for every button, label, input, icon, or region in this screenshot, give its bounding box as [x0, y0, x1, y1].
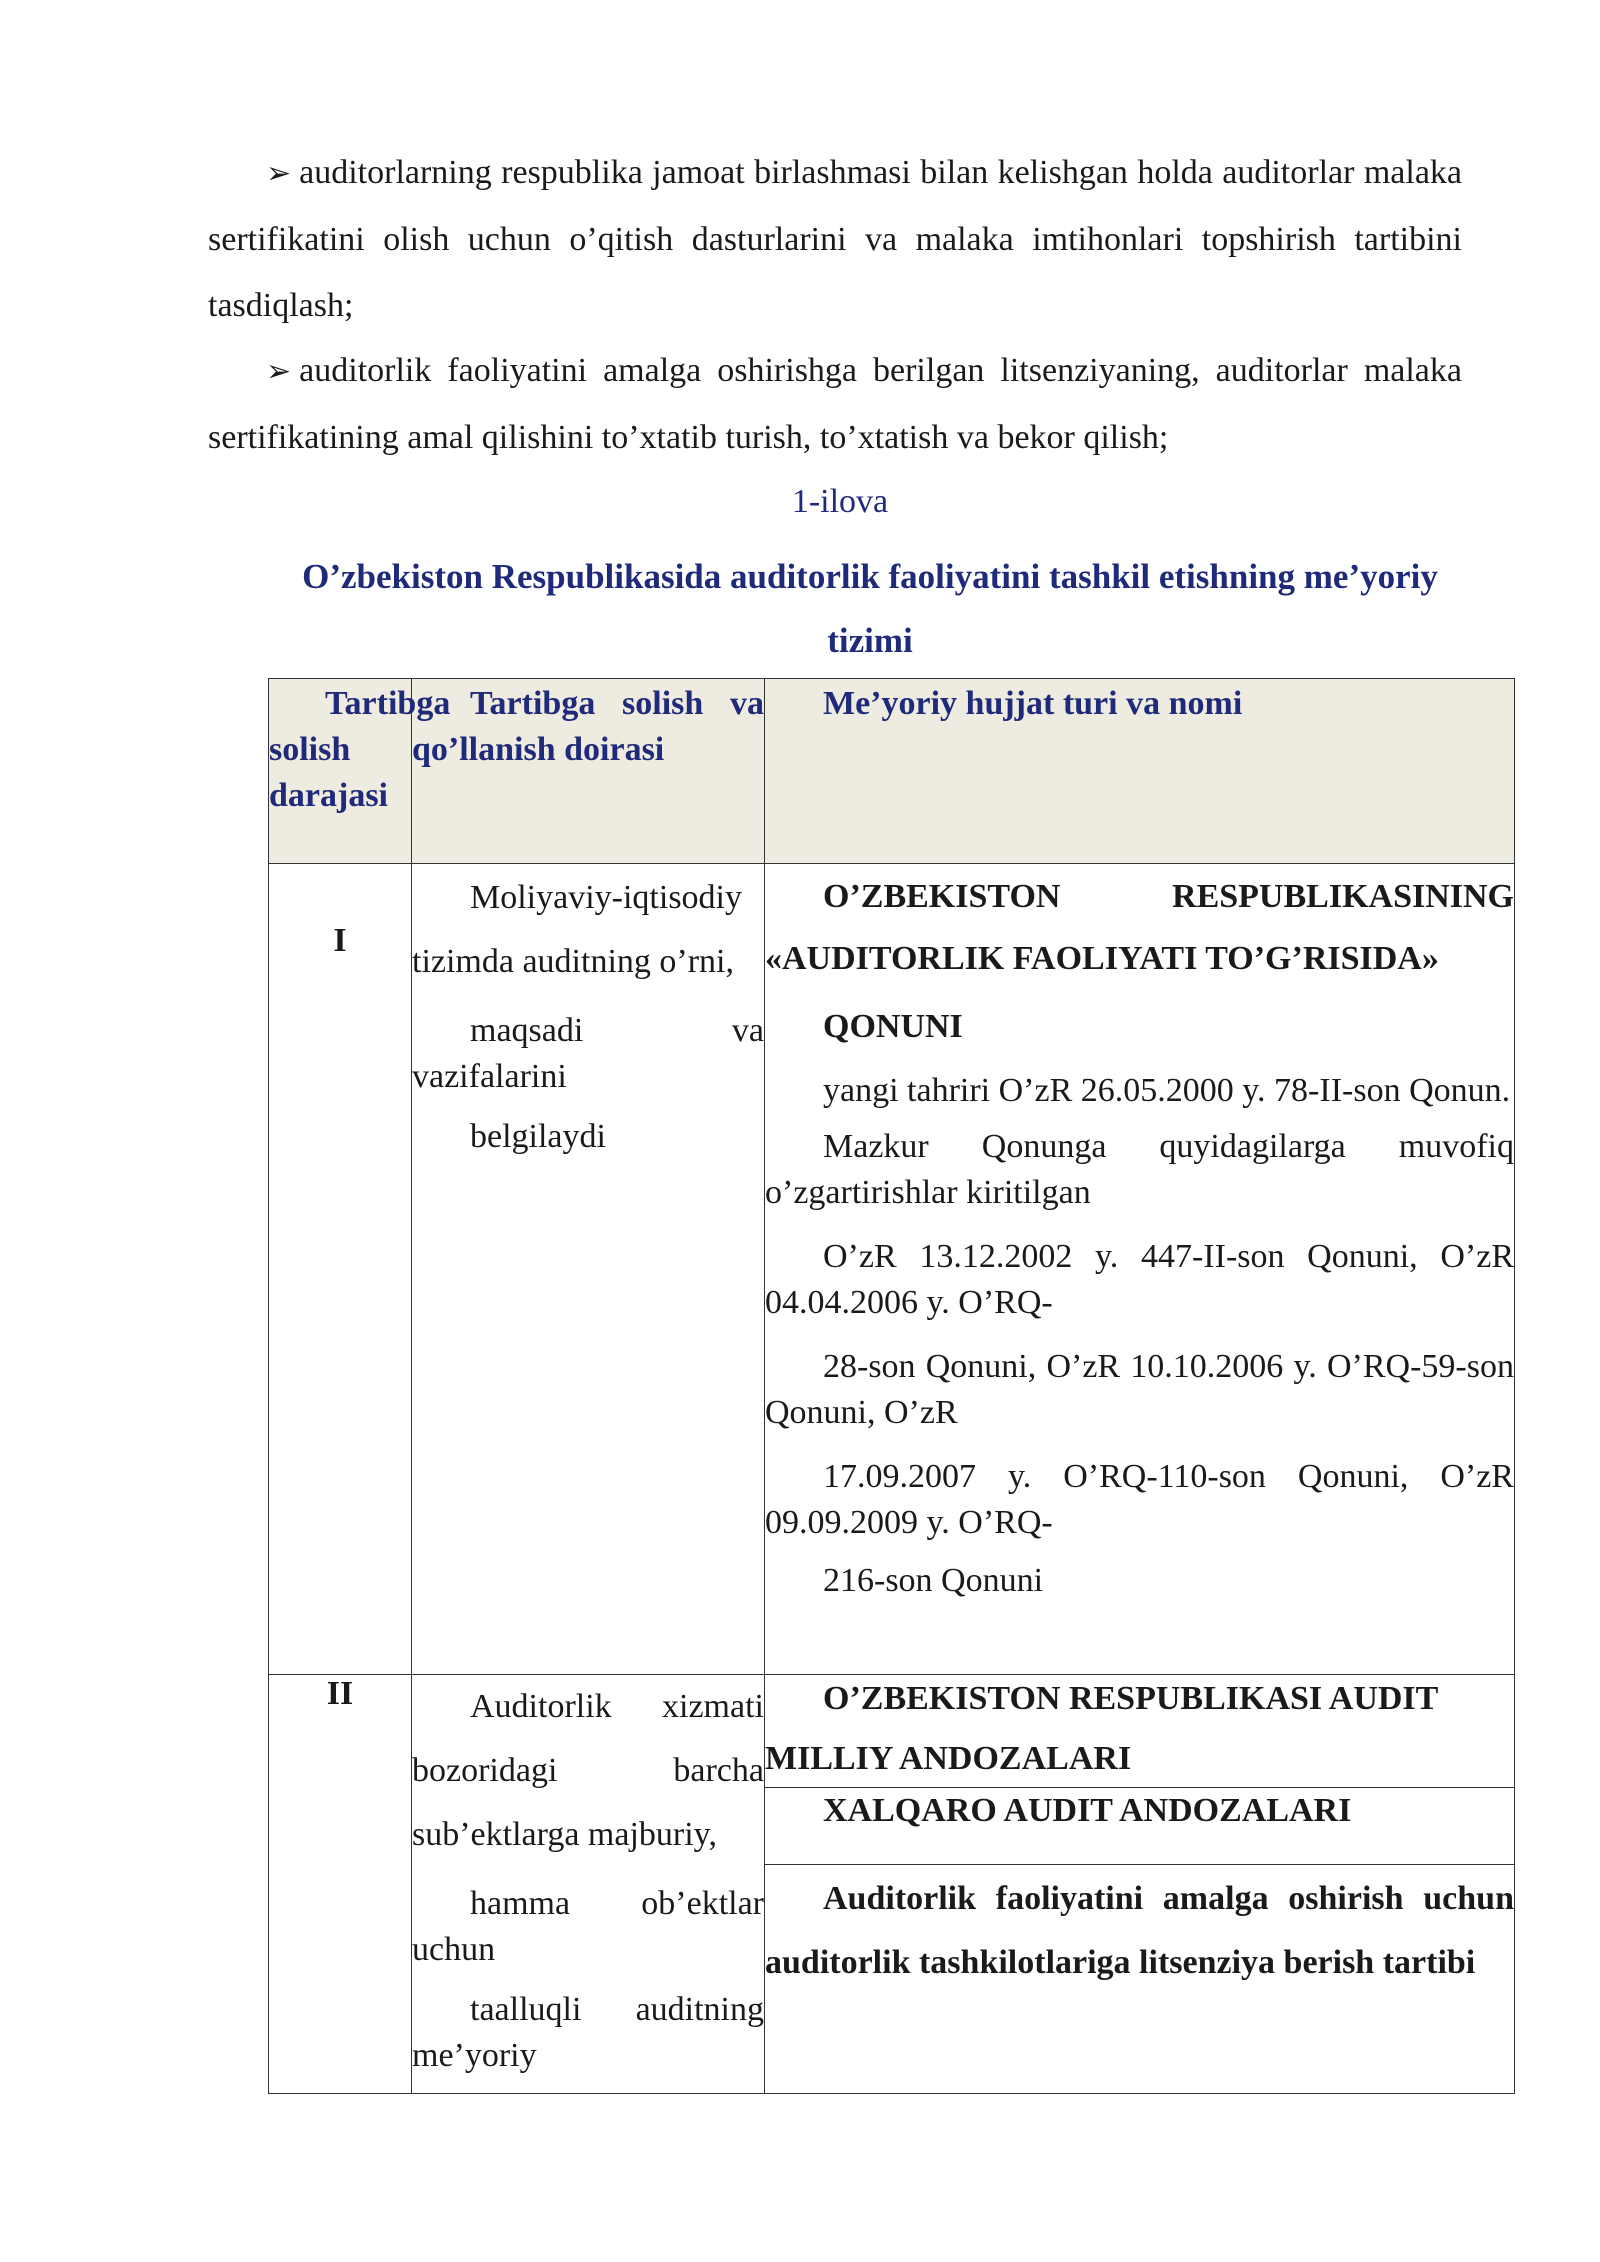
arrowhead-bullet-icon: ➢ [266, 355, 292, 388]
row2-scope-2: hamma ob’ektlar uchun [412, 1885, 764, 1968]
row1-scope-2: maqsadi va vazifalarini [412, 1012, 764, 1095]
row1-doc-line: Mazkur Qonunga quyidagilarga muvofiq o’zgartirishlar kiritilgan [765, 1128, 1514, 1211]
row2-doc-a: O’ZBEKISTON RESPUBLIKASI AUDIT MILLIY ANDOZALARI [765, 1680, 1438, 1777]
bullet-paragraph-1: ➢ auditorlarning respublika jamoat birlashmasi bilan kelishgan holda auditorlar malaka sertifikatini olish uchun o’qitish dasturlarini va malaka imtihonlari topshirish tartibini tasdiqlash; [208, 154, 1462, 324]
header-level: Tartibga solish darajasi [269, 685, 451, 814]
annex-label: 1-ilova [791, 483, 889, 520]
row2-doc-c: Auditorlik faoliyatini amalga oshirish uchun auditorlik tashkilotlariga litsenziya berish tartibi [765, 1880, 1514, 1981]
row-level-1: I [333, 922, 347, 959]
row1-scope-1: Moliyaviy-iqtisodiy tizimda auditning o’rni, [412, 879, 742, 980]
row1-doc-line: O’zR 13.12.2002 y. 447-II-son Qonuni, O’zR 04.04.2006 y. O’RQ- [765, 1238, 1514, 1321]
table-row [269, 864, 1515, 1675]
row1-doc-line: 17.09.2007 y. O’RQ-110-son Qonuni, O’zR 09.09.2009 y. O’RQ- [765, 1458, 1514, 1541]
row1-doc-line: 216-son Qonuni [823, 1562, 1044, 1599]
table-row [269, 1675, 1515, 2094]
header-document: Me’yoriy hujjat turi va nomi [823, 685, 1243, 722]
row2-doc-a-box [765, 1669, 1514, 1788]
regulatory-system-table [268, 678, 1515, 2094]
arrowhead-bullet-icon: ➢ [266, 157, 292, 190]
row1-doc-title: O’ZBEKISTON RESPUBLIKASINING «AUDITORLIK FAOLIYATI TO’G’RISIDA» [765, 878, 1514, 977]
row1-scope-3: belgilaydi [470, 1118, 606, 1155]
row2-doc-b: XALQARO AUDIT ANDOZALARI [823, 1792, 1352, 1829]
row-level-2: II [326, 1675, 354, 1712]
bullet-paragraph-2: ➢ auditorlik faoliyatini amalga oshirishga berilgan litsenziyaning, auditorlar malaka sertifikatining amal qilishini to’xtatib turish, to’xtatish va bekor qilish; [208, 352, 1462, 456]
header-scope: Tartibga solish va qo’llanish doirasi [412, 685, 764, 768]
row2-scope-3: taalluqli auditning me’yoriy [412, 1991, 764, 2074]
table-header-row [269, 679, 1515, 864]
row1-doc-line: 28-son Qonuni, O’zR 10.10.2006 y. O’RQ-59-son Qonuni, O’zR [765, 1348, 1514, 1431]
row1-doc-line: yangi tahriri O’zR 26.05.2000 y. 78-II-son Qonun. [823, 1072, 1511, 1109]
row1-doc-title-2: QONUNI [823, 1008, 963, 1045]
section-heading: O’zbekiston Respublikasida auditorlik faoliyatini tashkil etishning me’yoriy tizimi [302, 557, 1438, 660]
row2-doc-c-box [765, 1867, 1514, 1995]
row2-doc-b-box [765, 1788, 1514, 1865]
row2-scope-1: Auditorlik xizmati bozoridagi barcha sub’ektlarga majburiy, [412, 1688, 764, 1853]
